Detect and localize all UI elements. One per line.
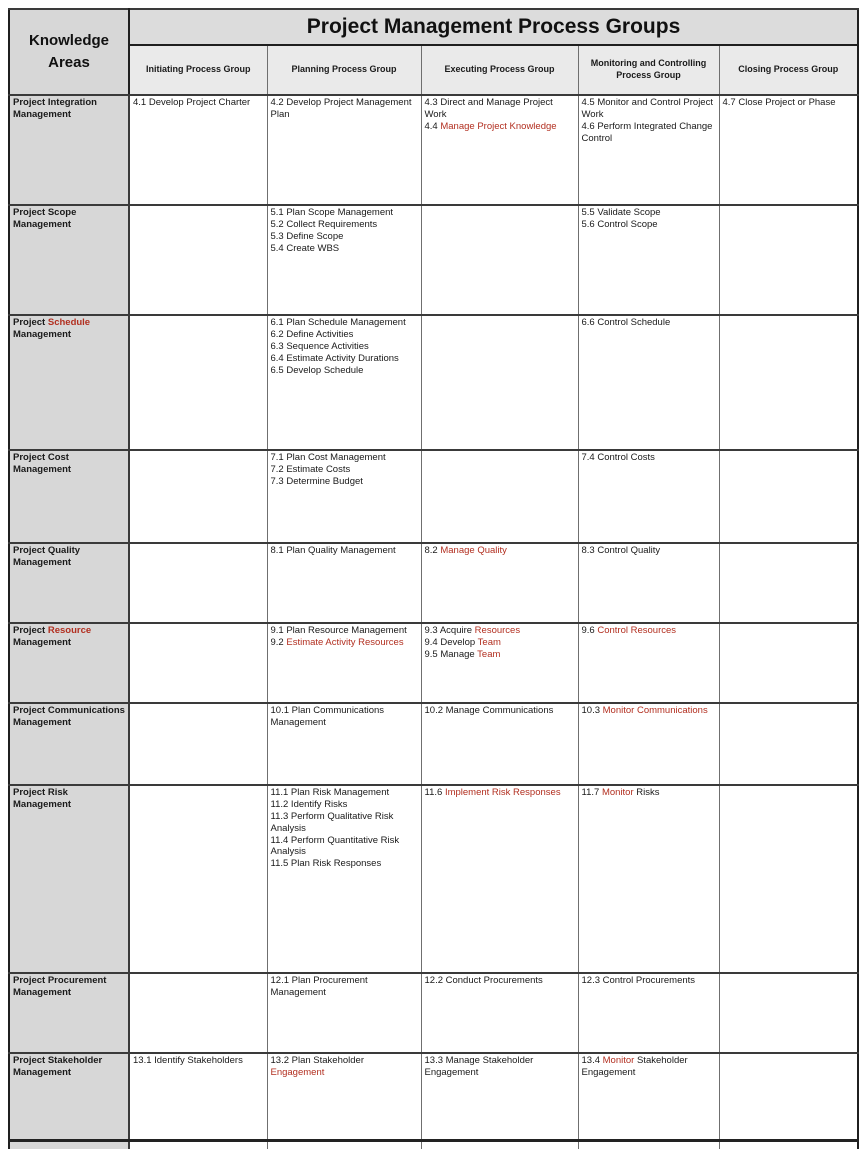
process-cell (129, 95, 267, 205)
title-row (9, 9, 858, 45)
process-text: 8.3 Control Quality (581, 545, 661, 556)
process-text: 5.1 Plan Scope Management (270, 207, 394, 218)
process-text: Project Stakeholder Management (13, 1055, 103, 1078)
process-text: 9.3 Acquire (424, 625, 475, 636)
process-cell (578, 703, 719, 785)
process-text: 9.1 Plan Resource Management (270, 625, 407, 636)
process-item (582, 975, 716, 987)
process-cell (719, 205, 858, 315)
process-cell (719, 703, 858, 785)
knowledge-area-cell (9, 1053, 129, 1140)
process-item (271, 835, 418, 859)
process-text: 12.1 Plan Procurement Management (270, 975, 368, 998)
process-cell (421, 95, 578, 205)
process-item (271, 207, 418, 219)
process-item (271, 625, 418, 637)
process-item (723, 97, 855, 109)
process-text: 13.1 Identify Stakeholders (133, 1055, 243, 1066)
process-text: 11.7 (581, 787, 602, 798)
process-item (271, 464, 418, 476)
process-item (133, 97, 264, 109)
knowledge-area-cell (9, 543, 129, 623)
process-cell (267, 95, 421, 205)
changed-process-text: Team (477, 648, 501, 660)
process-item (425, 97, 575, 121)
process-cell (129, 315, 267, 450)
process-cell (129, 450, 267, 543)
process-cell (719, 1140, 858, 1149)
process-item (425, 649, 575, 661)
table-row (9, 95, 858, 205)
process-text: Stakeholder Engagement (581, 1055, 688, 1078)
process-cell (578, 785, 719, 973)
process-cell (421, 703, 578, 785)
process-text: 4.7 Close Project or Phase (722, 97, 836, 108)
knowledge-area-cell (9, 205, 129, 315)
process-item (271, 787, 418, 799)
process-item (271, 329, 418, 341)
process-cell (578, 973, 719, 1053)
table-row (9, 543, 858, 623)
process-item (582, 452, 716, 464)
process-item (133, 1055, 264, 1067)
changed-process-text: Control Resources (597, 625, 677, 636)
process-item (271, 705, 418, 729)
process-text: 6.3 Sequence Activities (270, 340, 369, 352)
changed-process-text: Monitor (602, 1055, 635, 1066)
process-item (271, 97, 418, 121)
process-item (582, 625, 716, 637)
process-text: 13.2 Plan Stakeholder (270, 1055, 364, 1066)
process-cell (421, 785, 578, 973)
column-header: Closing Process Group (719, 45, 858, 95)
process-text: 10.1 Plan Communications Management (270, 705, 385, 728)
process-text: 4.1 Develop Project Charter (133, 97, 251, 108)
process-item (271, 858, 418, 870)
table-row (9, 703, 858, 785)
knowledge-area-cell (9, 1140, 129, 1149)
process-text: Project Integration Management (13, 97, 97, 120)
column-header-row (9, 45, 858, 95)
process-cell (267, 315, 421, 450)
process-cell (719, 95, 858, 205)
process-text: 6.6 Control Schedule (581, 317, 671, 328)
process-cell (421, 450, 578, 543)
process-cell (578, 95, 719, 205)
changed-process-text: Manage Quality (440, 545, 507, 556)
process-cell (719, 450, 858, 543)
process-cell (719, 973, 858, 1053)
process-item (582, 97, 716, 121)
process-cell (267, 785, 421, 973)
column-header: Initiating Process Group (129, 45, 267, 95)
process-item (582, 705, 716, 717)
process-text: 4.6 Perform Integrated Change Control (581, 120, 713, 144)
process-item (271, 476, 418, 488)
process-item (425, 1055, 575, 1079)
process-text: 5.3 Define Scope (270, 230, 344, 242)
process-text: 4.2 Develop Project Management Plan (270, 97, 412, 120)
page-title: Project Management Process Groups (129, 9, 858, 45)
knowledge-area-cell (9, 450, 129, 543)
process-text: Project (13, 317, 48, 328)
process-text: 5.4 Create WBS (270, 242, 340, 254)
process-cell (267, 450, 421, 543)
process-text: 6.4 Estimate Activity Durations (270, 352, 399, 364)
column-header: Executing Process Group (421, 45, 578, 95)
table-row (9, 623, 858, 703)
process-text: 7.3 Determine Budget (270, 475, 363, 487)
process-text: 13.3 Manage Stakeholder Engagement (424, 1055, 534, 1078)
process-text: Project Communications Management (13, 705, 125, 728)
process-text: Project Risk Management (13, 787, 72, 810)
table-row (9, 785, 858, 973)
process-text: 5.2 Collect Requirements (270, 218, 378, 230)
process-item (425, 121, 575, 133)
process-item (425, 545, 575, 557)
process-text: 10.2 Manage Communications (424, 705, 554, 716)
process-text: 5.6 Control Scope (581, 218, 658, 230)
knowledge-area-cell (9, 95, 129, 205)
column-header: Planning Process Group (267, 45, 421, 95)
changed-process-text: Resources (474, 625, 521, 636)
process-cell (267, 703, 421, 785)
process-text: Management (13, 328, 72, 340)
process-text: Project Scope Management (13, 207, 77, 230)
process-text: 11.4 Perform Quantitative Risk Analysis (270, 834, 400, 858)
process-text: 4.5 Monitor and Control Project Work (581, 97, 713, 120)
process-item (271, 811, 418, 835)
changed-process-text: Engagement (270, 1066, 325, 1078)
process-item (271, 353, 418, 365)
process-item (582, 317, 716, 329)
process-item (582, 545, 716, 557)
process-text: 11.1 Plan Risk Management (270, 787, 390, 798)
process-text: 7.2 Estimate Costs (270, 463, 351, 475)
knowledge-areas-header: Knowledge Areas (9, 9, 129, 95)
knowledge-area-cell (9, 973, 129, 1053)
process-cell (421, 1053, 578, 1140)
process-item (582, 787, 716, 799)
process-text: 11.3 Perform Qualitative Risk Analysis (270, 810, 394, 834)
changed-process-text: Team (477, 636, 501, 648)
process-text: 9.4 Develop (424, 636, 478, 648)
process-text: 11.2 Identify Risks (270, 798, 348, 810)
process-cell (267, 205, 421, 315)
process-item (271, 799, 418, 811)
process-text: 13.4 (581, 1055, 603, 1066)
process-text: 11.5 Plan Risk Responses (270, 858, 382, 870)
process-item (425, 705, 575, 717)
process-item (271, 243, 418, 255)
column-header: Monitoring and Controlling Process Group (578, 45, 719, 95)
process-text: 8.1 Plan Quality Management (270, 545, 396, 556)
process-item (271, 1055, 418, 1079)
process-item (271, 341, 418, 353)
process-cell (267, 1140, 421, 1149)
process-text: 10.3 (581, 705, 603, 716)
knowledge-area-cell (9, 703, 129, 785)
process-text: 7.1 Plan Cost Management (270, 452, 386, 463)
process-text: 7.4 Control Costs (581, 452, 655, 463)
process-cell (129, 785, 267, 973)
process-cell (421, 315, 578, 450)
process-cell (578, 450, 719, 543)
process-cell (129, 543, 267, 623)
process-text: 5.5 Validate Scope (581, 207, 661, 218)
changed-process-text: Implement Risk Responses (444, 787, 561, 798)
process-text: 4.3 Direct and Manage Project Work (424, 97, 553, 120)
process-cell (578, 543, 719, 623)
knowledge-area-cell (9, 315, 129, 450)
process-cell (129, 703, 267, 785)
changed-process-text: Monitor Communications (602, 705, 708, 716)
process-item (425, 625, 575, 637)
process-cell (578, 1053, 719, 1140)
partial-bottom-row (9, 1140, 858, 1149)
process-cell (421, 205, 578, 315)
knowledge-area-cell (9, 785, 129, 973)
process-cell (719, 315, 858, 450)
process-text: 11.6 (424, 787, 445, 798)
process-item (271, 219, 418, 231)
process-item (271, 231, 418, 243)
process-item (582, 219, 716, 231)
process-item (271, 365, 418, 377)
process-item (582, 207, 716, 219)
table-row (9, 450, 858, 543)
table-row (9, 973, 858, 1053)
process-text: 12.2 Conduct Procurements (424, 975, 543, 986)
process-text: 12.3 Control Procurements (581, 975, 696, 986)
process-text: Management (13, 636, 72, 648)
process-cell (578, 623, 719, 703)
process-cell (719, 1053, 858, 1140)
process-text: 6.2 Define Activities (270, 328, 354, 340)
process-cell (719, 623, 858, 703)
table-row (9, 1053, 858, 1140)
process-text: 6.1 Plan Schedule Management (270, 317, 406, 328)
process-text: Project Procurement Management (13, 975, 107, 998)
process-item (425, 975, 575, 987)
process-item (271, 975, 418, 999)
process-item (271, 317, 418, 329)
process-cell (129, 1053, 267, 1140)
changed-process-text: Monitor (601, 787, 634, 798)
process-cell (578, 1140, 719, 1149)
process-text: 9.6 (581, 625, 598, 636)
process-cell (719, 785, 858, 973)
process-item (582, 1055, 716, 1079)
process-item (271, 545, 418, 557)
process-cell (719, 543, 858, 623)
process-cell (421, 1140, 578, 1149)
process-cell (267, 1053, 421, 1140)
process-item (582, 121, 716, 145)
process-text: Project Quality Management (13, 545, 81, 568)
changed-process-text: Resource (47, 625, 92, 636)
changed-process-text: Schedule (47, 317, 91, 328)
process-item (425, 787, 575, 799)
process-cell (421, 623, 578, 703)
process-cell (421, 973, 578, 1053)
process-text: Project (13, 625, 48, 636)
process-text: 4.4 (424, 120, 441, 132)
process-cell (129, 205, 267, 315)
process-item (271, 452, 418, 464)
changed-process-text: Estimate Activity Resources (286, 636, 404, 648)
process-text: 9.2 (270, 636, 287, 648)
knowledge-area-cell (9, 623, 129, 703)
changed-process-text: Manage Project Knowledge (440, 120, 557, 132)
process-cell (267, 623, 421, 703)
process-cell (267, 543, 421, 623)
process-cell (421, 543, 578, 623)
process-text: Project Cost Management (13, 452, 72, 475)
process-item (271, 637, 418, 649)
process-text: 6.5 Develop Schedule (270, 364, 364, 376)
process-text: 9.5 Manage (424, 648, 478, 660)
process-cell (267, 973, 421, 1053)
process-groups-table (8, 8, 859, 1149)
table-row (9, 315, 858, 450)
process-text: 8.2 (424, 545, 441, 556)
process-cell (129, 623, 267, 703)
process-text: Risks (633, 787, 660, 798)
table-row (9, 205, 858, 315)
process-cell (129, 1140, 267, 1149)
process-item (425, 637, 575, 649)
process-cell (578, 315, 719, 450)
process-cell (578, 205, 719, 315)
process-cell (129, 973, 267, 1053)
